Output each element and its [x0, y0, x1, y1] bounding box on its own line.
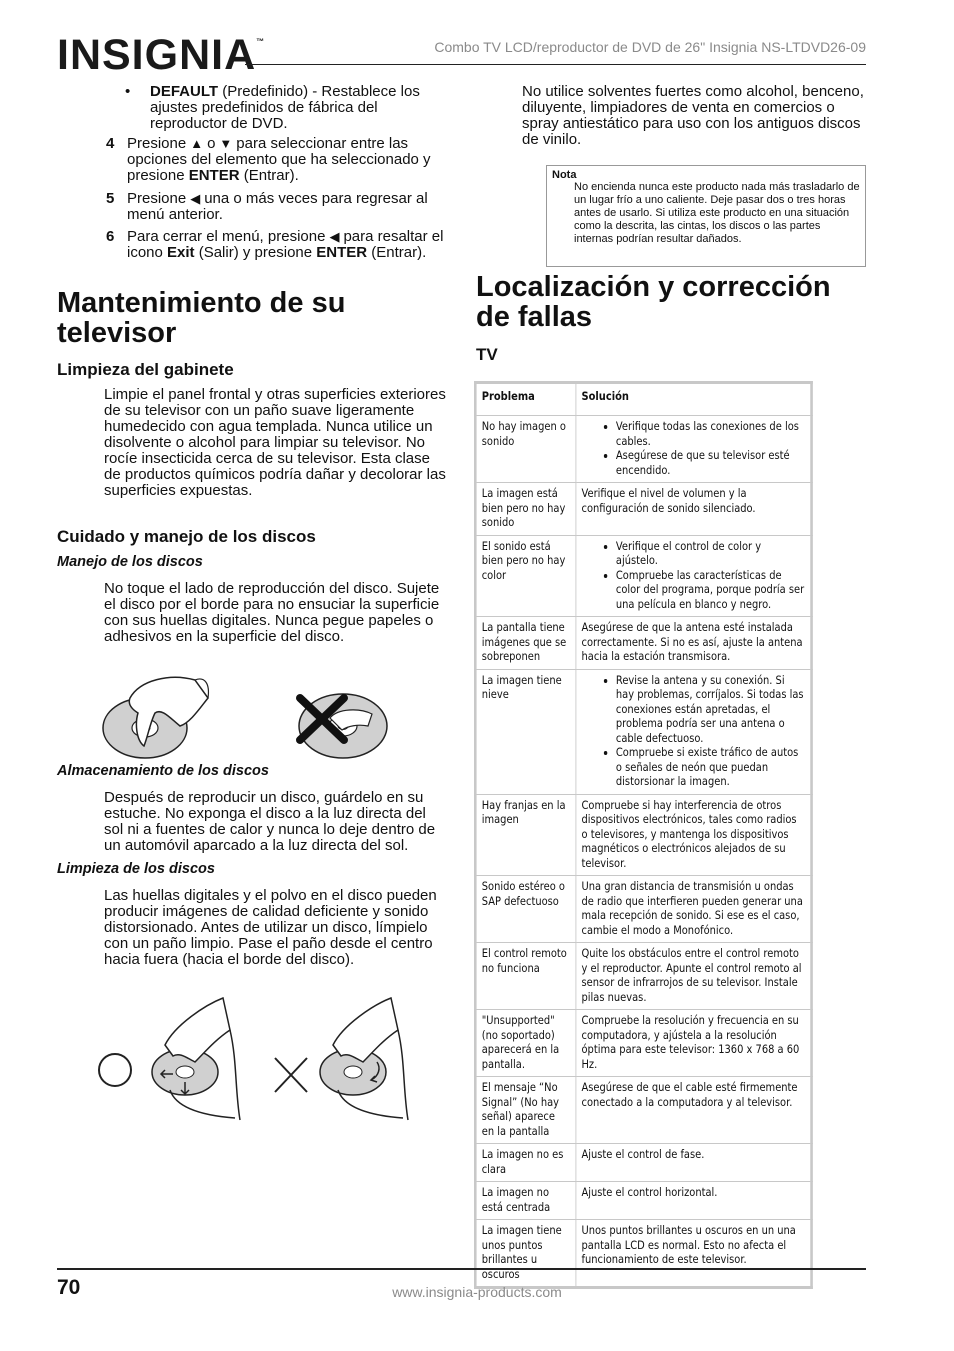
- solution-cell: Asegúrese de que el cable esté firmemente conectado a la computadora y al televisor.: [576, 1077, 812, 1144]
- problem-cell: El mensaje “No Signal” (No hay señal) aparece en la pantalla: [475, 1077, 576, 1144]
- note-label: Nota: [552, 169, 577, 181]
- incorrect-x-icon: [275, 1058, 307, 1092]
- solution-cell: [576, 535, 812, 617]
- problem-cell: No hay imagen o sonido: [475, 416, 576, 483]
- correct-disc-hold-icon: [103, 677, 208, 758]
- table-row: [475, 1182, 811, 1220]
- table-row: [475, 617, 811, 670]
- table-row: [475, 1077, 811, 1144]
- disc-handling-title: Manejo de los discos: [57, 554, 203, 570]
- disc-handling-text: No toque el lado de reproducción del disco. Sujete el disco por el borde para no ensuciar la superficie con sus huellas digitales. Nunca pegue papeles o adhesivos en la superficie del disco.: [104, 580, 440, 645]
- solution-cell: Compruebe la resolución y frecuencia en su computadora, y ajústela a la resolución óptima para este televisor: 1360 x 768 a 60 Hz.: [576, 1010, 812, 1077]
- correct-cleaning-disc-icon: [152, 998, 240, 1120]
- disc-storage-title: Almacenamiento de los discos: [57, 763, 269, 779]
- solution-cell: Unos puntos brillantes u oscuros en un una pantalla LCD es normal. Esto no afecta el funcionamiento de este televisor.: [576, 1220, 812, 1288]
- page-header-title: Combo TV LCD/reproductor de DVD de 26" Insignia NS-LTDVD26-09: [434, 39, 866, 55]
- table-header-row: [475, 383, 811, 416]
- solution-item: • Revise la antena y su conexión. Si hay problemas, corríjalos. Si todas las conexiones están apretadas, el problema podría ser una antena o cable defectuoso.: [616, 673, 805, 746]
- solvents-warning-text: No utilice solventes fuertes como alcohol, benceno, diluyente, limpiadores de venta en comercios o spray antiestático para uso con los antiguos discos de vinilo.: [522, 83, 864, 148]
- solution-cell: [576, 416, 812, 483]
- troubleshooting-heading: Localización y corrección de fallas: [476, 271, 831, 333]
- solution-item: • Verifique todas las conexiones de los cables.: [616, 419, 805, 448]
- solution-cell: Asegúrese de que la antena esté instalada correctamente. Si no es así, ajuste la antena hacia la estación transmisora.: [576, 617, 812, 670]
- disc-cleaning-title: Limpieza de los discos: [57, 861, 215, 877]
- problem-cell: "Unsupported" (no soportado) aparecerá en la pantalla.: [475, 1010, 576, 1077]
- solution-item: • Asegúrese de que su televisor esté encendido.: [616, 448, 805, 477]
- page-number: 70: [57, 1276, 81, 1299]
- problem-cell: La imagen no está centrada: [475, 1182, 576, 1220]
- table-row: [475, 876, 811, 943]
- table-row: [475, 1144, 811, 1182]
- solution-cell: Ajuste el control horizontal.: [576, 1182, 812, 1220]
- header-rule: [245, 64, 866, 65]
- disc-care-title: Cuidado y manejo de los discos: [57, 527, 316, 546]
- incorrect-disc-hold-icon: [299, 694, 387, 758]
- up-arrow-icon: ▲: [190, 136, 204, 151]
- tv-section-label: TV: [476, 345, 498, 364]
- table-row: [475, 943, 811, 1010]
- table-row: [475, 483, 811, 536]
- problem-cell: El sonido está bien pero no hay color: [475, 535, 576, 617]
- solution-cell: [576, 669, 812, 794]
- column-header-solution: Solución: [576, 383, 812, 416]
- cabinet-cleaning-title: Limpieza del gabinete: [57, 360, 234, 379]
- down-arrow-icon: ▼: [219, 136, 233, 151]
- cabinet-cleaning-text: Limpie el panel frontal y otras superficies exteriores de su televisor con un paño suave ligeramente humedecido con agua templada. Nunca utilice un disolvente o alcohol para limpiar su televisor. No rocíe insecticida cerca de su televisor. Esta clase de productos químicos podría dañar y decolorar las superficies expuestas.: [104, 386, 446, 499]
- problem-cell: La imagen tiene nieve: [475, 669, 576, 794]
- problem-cell: Sonido estéreo o SAP defectuoso: [475, 876, 576, 943]
- step-5: 5 Presione ◀ una o más veces para regresar al menú anterior.: [106, 190, 428, 223]
- problem-cell: La pantalla tiene imágenes que se sobreponen: [475, 617, 576, 670]
- note-text: No encienda nunca este producto nada más trasladarlo de un lugar frío a uno caliente. Deje pasar dos o tres horas antes de usarlo. Si utiliza este producto en una situación como la descrita, las cintas, los discos o las partes internas podrían resultar dañados.: [574, 181, 860, 245]
- insignia-logo: INSIGNIA™: [57, 31, 266, 79]
- disc-handling-illustration: [100, 668, 400, 762]
- correct-circle-icon: [99, 1054, 131, 1086]
- table-row: [475, 669, 811, 794]
- left-arrow-icon: ◀: [190, 191, 201, 206]
- step-6: 6 Para cerrar el menú, presione ◀ para resaltar el icono Exit (Salir) y presione ENTER (Entrar).: [106, 228, 444, 261]
- table-row: [475, 1010, 811, 1077]
- table-row: [475, 1220, 811, 1288]
- default-bullet: • DEFAULT (Predefinido) - Restablece los ajustes predefinidos de fábrica del reproductor de DVD.: [125, 83, 420, 132]
- footer-url: www.insignia-products.com: [392, 1284, 562, 1300]
- maintenance-heading: Mantenimiento de su televisor: [57, 287, 346, 349]
- disc-cleaning-text: Las huellas digitales y el polvo en el disco pueden producir imágenes de calidad deficiente y sonido distorsionado. Antes de utilizar un disco, límpielo con un paño limpio. Pase el paño desde el centro hacia fuera (hacia el borde del disco).: [104, 887, 437, 968]
- step-4: 4 Presione ▲ o ▼ para seleccionar entre las opciones del elemento que ha seleccionado y presione ENTER (Entrar).: [106, 135, 431, 184]
- problem-cell: La imagen tiene unos puntos brillantes u oscuros: [475, 1220, 576, 1288]
- troubleshooting-table: [474, 381, 813, 1289]
- solution-cell: Quite los obstáculos entre el control remoto y el reproductor. Apunte el control remoto al sensor de infrarrojos de su televisor. Instale pilas nuevas.: [576, 943, 812, 1010]
- solution-cell: Verifique el nivel de volumen y la configuración de sonido silenciado.: [576, 483, 812, 536]
- table-row: [475, 535, 811, 617]
- column-header-problem: Problema: [475, 383, 576, 416]
- solution-item: • Compruebe las características de color del programa, porque podría ser una película en blanco y negro.: [616, 568, 805, 612]
- problem-cell: Hay franjas en la imagen: [475, 794, 576, 876]
- problem-cell: El control remoto no funciona: [475, 943, 576, 1010]
- solution-cell: Una gran distancia de transmisión u ondas de radio que interfieren pueden generar una mala recepción de sonido. Si ese es el caso, cambie el modo a Monofónico.: [576, 876, 812, 943]
- solution-cell: Ajuste el control de fase.: [576, 1144, 812, 1182]
- problem-cell: La imagen está bien pero no hay sonido: [475, 483, 576, 536]
- footer-rule: [57, 1268, 866, 1270]
- left-arrow-icon: ◀: [329, 229, 340, 244]
- table-row: [475, 416, 811, 483]
- solution-item: • Verifique el control de color y ajústelo.: [616, 539, 805, 568]
- disc-storage-text: Después de reproducir un disco, guárdelo en su estuche. No exponga el disco a la luz directa del sol ni a fuentes de calor y nunca lo deje dentro de un automóvil aparcado a la luz directa del sol.: [104, 789, 436, 854]
- incorrect-cleaning-disc-icon: [320, 998, 408, 1120]
- note-box: [546, 165, 866, 267]
- solution-item: • Compruebe si existe tráfico de autos o señales de neón que puedan distorsionar la imagen.: [616, 745, 805, 789]
- disc-cleaning-illustration: [95, 990, 425, 1125]
- solution-cell: Compruebe si hay interferencia de otros dispositivos electrónicos, tales como radios o televisores, y mantenga los dispositivos magnéticos o electrónicos alejados de su televisor.: [576, 794, 812, 876]
- table-row: [475, 794, 811, 876]
- problem-cell: La imagen no es clara: [475, 1144, 576, 1182]
